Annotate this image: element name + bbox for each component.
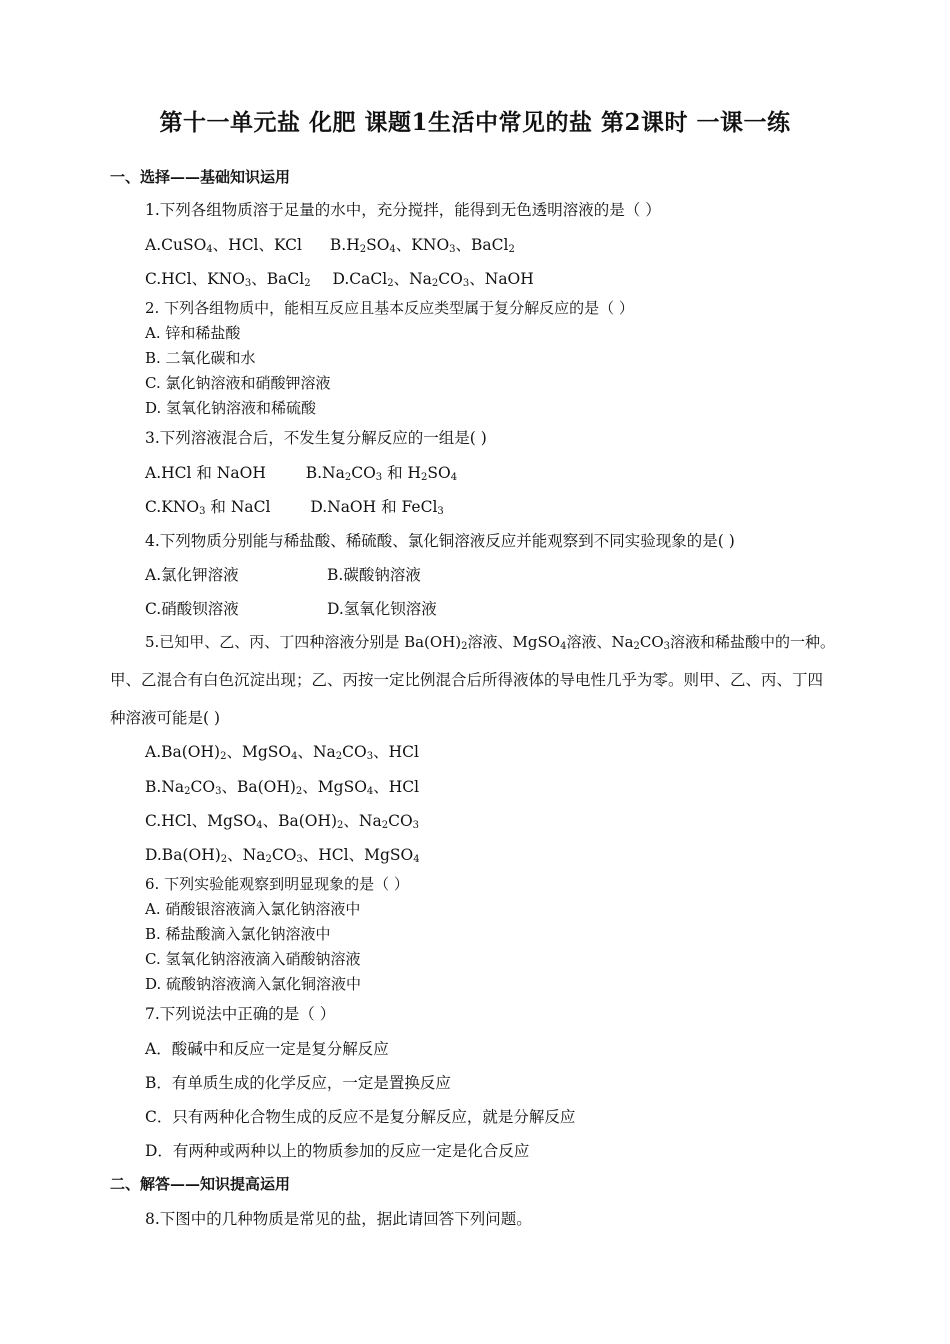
question-5-option-a: $A.Ba(OH)_2$、MgSO$_4$、$Na_2CO_3$、HCl <box>145 743 419 762</box>
option-d: D.NaOH 和 FeCl$_3$ <box>310 498 444 517</box>
question-5-stem-line1: 5.已知甲、乙、丙、丁四种溶液分别是 $Ba(OH)_2$溶液、MgSO$_4$溶液、$Na_2CO_3$溶液和稀盐酸中的一种。 <box>145 633 836 652</box>
question-2-option-b: B. 二氧化碳和水 <box>145 349 256 367</box>
section-heading-answer: 二、解答——知识提高运用 <box>110 1175 291 1193</box>
question-5-option-d: $D.Ba(OH)_2$、$Na_2CO_3$、HCl、MgSO$_4$ <box>145 846 420 865</box>
option-b: $B.H_2SO_4$、$KNO_3$、BaCl$_2$ <box>329 236 515 255</box>
question-7-option-c: C．只有两种化合物生成的反应不是复分解反应，就是分解反应 <box>145 1108 576 1126</box>
question-7-stem: 7.下列说法中正确的是（ ） <box>145 1005 336 1023</box>
question-7-option-d: D．有两种或两种以上的物质参加的反应一定是化合反应 <box>145 1142 530 1160</box>
section-heading-choice: 一、选择——基础知识运用 <box>110 168 291 186</box>
question-5-stem-line3: 种溶液可能是( ) <box>110 709 221 727</box>
question-8-stem: 8.下图中的几种物质是常见的盐，据此请回答下列问题。 <box>145 1210 532 1228</box>
question-4-option-c: C.硝酸钡溶液 <box>145 600 239 618</box>
question-4-option-d: D.氢氧化钡溶液 <box>327 600 437 618</box>
question-1-options-cd <box>145 267 534 289</box>
question-6-option-a: A. 硝酸银溶液滴入氯化钠溶液中 <box>145 900 361 918</box>
question-4-option-a: A.氯化钾溶液 <box>145 566 239 584</box>
question-6-option-d: D. 硫酸钠溶液滴入氯化铜溶液中 <box>145 975 362 993</box>
question-2-option-c: C. 氯化钠溶液和硝酸钾溶液 <box>145 374 331 392</box>
question-6-option-c: C. 氢氧化钠溶液滴入硝酸钠溶液 <box>145 950 361 968</box>
option-a: A.HCl 和 NaOH <box>145 464 266 482</box>
question-4-option-b: B.碳酸钠溶液 <box>327 566 421 584</box>
question-2-option-a: A. 锌和稀盐酸 <box>145 324 241 342</box>
option-b: $B.Na_2CO_3$ 和 $H_2SO_4$ <box>305 464 458 483</box>
question-6-option-b: B. 稀盐酸滴入氯化钠溶液中 <box>145 925 331 943</box>
question-2-option-d: D. 氢氧化钠溶液和稀硫酸 <box>145 399 317 417</box>
question-7-option-b: B．有单质生成的化学反应，一定是置换反应 <box>145 1074 451 1092</box>
question-5-stem-line2: 甲、乙混合有白色沉淀出现；乙、丙按一定比例混合后所得液体的导电性几乎为零。则甲、乙、丙、丁四 <box>110 671 824 689</box>
question-5-option-c: C.HCl、MgSO$_4$、$Ba(OH)_2$、$Na_2CO_3$ <box>145 812 420 831</box>
question-4-stem: 4.下列物质分别能与稀盐酸、稀硫酸、氯化铜溶液反应并能观察到不同实验现象的是( ) <box>145 532 735 550</box>
option-a: A.CuSO$_4$、HCl、KCl <box>145 236 302 255</box>
option-c: C.HCl、$KNO_3$、BaCl$_2$ <box>145 270 311 289</box>
question-3-options-cd <box>145 495 444 517</box>
option-c: $C.KNO_3$ 和 NaCl <box>145 498 271 517</box>
question-6-stem: 6. 下列实验能观察到明显现象的是（ ） <box>145 875 409 893</box>
page-title: 第十一单元盐 化肥 课题1生活中常见的盐 第2课时 一课一练 <box>159 109 791 136</box>
question-2-stem: 2. 下列各组物质中，能相互反应且基本反应类型属于复分解反应的是（ ） <box>145 299 634 317</box>
question-7-option-a: A．酸碱中和反应一定是复分解反应 <box>145 1040 389 1058</box>
question-3-options-ab <box>145 461 457 483</box>
question-3-stem: 3.下列溶液混合后，不发生复分解反应的一组是( ) <box>145 429 487 447</box>
option-d: D.CaCl$_2$、$Na_2CO_3$、NaOH <box>332 270 534 289</box>
question-1-stem: 1.下列各组物质溶于足量的水中，充分搅拌，能得到无色透明溶液的是（ ） <box>145 201 661 219</box>
question-1-options-ab <box>145 233 515 255</box>
question-5-option-b: $B.Na_2CO_3$、$Ba(OH)_2$、MgSO$_4$、HCl <box>145 778 420 797</box>
